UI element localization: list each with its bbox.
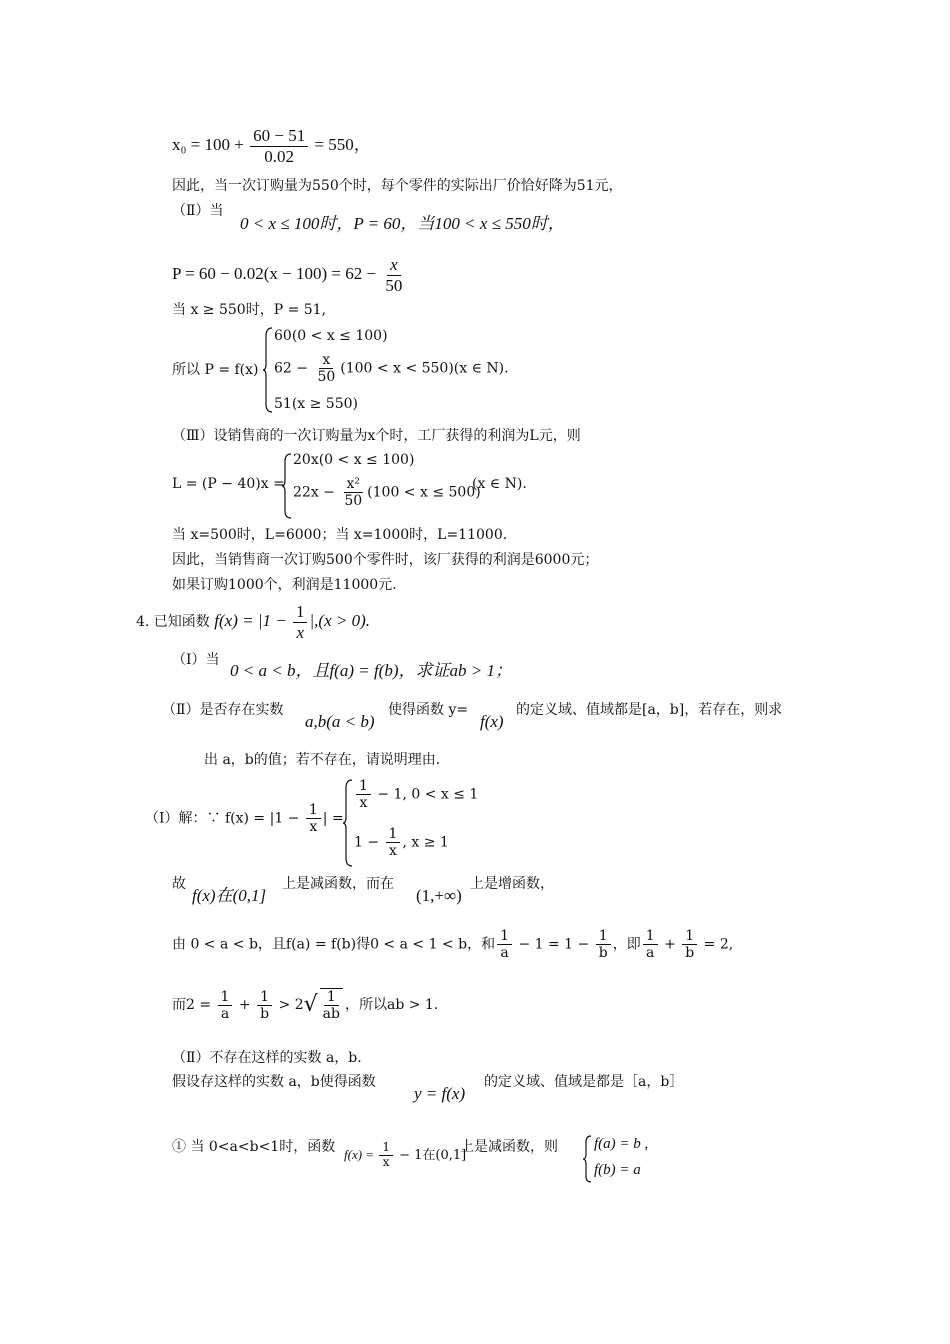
case-1-fraction [379,1141,393,1170]
left-brace-icon [342,778,354,868]
case-1-prefix: ① 当 0<a<b<1时，函数 [172,1139,336,1155]
question-number: 4. 已知函数 [136,614,215,631]
solution-i-lhs [145,802,344,835]
fraction-numerator: 1 [306,802,321,819]
fraction-denominator: x [389,843,397,860]
text-line: （Ⅲ）设销售商的一次订购量为x个时，工厂获得的利润为L元，则 [172,428,581,444]
fraction-numerator: 1 [356,778,371,795]
eq-x0-lhs: x₀ = 100 + [172,134,249,154]
text-line: 当 x ≥ 550时，P = 51, [172,302,327,318]
case-1-mid: 上是减函数，则 [460,1139,558,1155]
fraction [596,928,611,961]
piecewise-p-case-1: 60(0 < x ≤ 100) [274,328,388,344]
fraction-denominator: 50 [385,275,403,295]
fraction [643,928,658,961]
question-math-tail: |,(x > 0). [309,611,370,631]
fraction-denominator: x [382,1154,390,1169]
case-fraction [341,476,365,509]
plus-sign: + [659,936,681,953]
fraction-denominator: b [685,945,695,962]
fraction-numerator: 1 [324,989,339,1006]
fraction-denominator: x [309,819,318,836]
case-1-interval: − 1在(0,1] [394,1147,467,1163]
text-line: 因此，当一次订购量为550个时，每个零件的实际出厂价恰好降为51元， [172,178,623,194]
fraction-denominator: a [500,945,509,962]
question-fraction [293,602,308,642]
case-1-system-eq-2: f(b) = a [594,1162,641,1178]
case-1-function [344,1141,466,1170]
fraction-numerator: 1 [293,602,308,623]
eq-x0-fraction [250,126,308,166]
line-suffix: = 2, [699,936,734,953]
left-brace-icon [262,326,274,414]
fraction-denominator: x [296,622,304,642]
line-prefix: 由 0 < a < b，且f(a) = f(b)得0 < a < 1 < b，和 [172,936,496,953]
q4-part-ii-fx: f(x) [480,712,504,731]
fraction-numerator: 1 [257,989,272,1006]
q4-part-ii-suffix: 的定义域、值域都是[a，b]，若存在，则求 [516,702,783,718]
piecewise-l-domain: (x ∈ N). [472,476,527,492]
line-math: > 2 [274,997,304,1014]
case-prefix: 22x − [293,484,340,501]
left-brace-icon [281,452,293,520]
solution-line-4 [172,988,438,1022]
part-ii-condition [172,203,224,220]
solution-ii-heading: （Ⅱ）不存在这样的实数 a，b. [172,1050,362,1066]
piecewise-l-case-2 [293,476,481,509]
solution-case-2 [354,826,449,859]
solution-ii-assumption: 假设存这样的实数 a，b使得函数 [172,1074,376,1090]
q4-part-i-label: （Ⅰ）当 [172,652,220,668]
line-mid: − 1 = 1 − [514,936,594,953]
case-fraction [386,826,401,859]
solution-line-2-interval: (1,+∞) [416,886,462,905]
question-4 [136,602,370,642]
solution-label: （Ⅰ）解：∵ f(x) = |1 − [145,810,304,827]
fraction [257,989,272,1022]
line-mid: ，即 [612,936,641,953]
part-label: （Ⅱ）当 [172,203,224,219]
solution-equals: | = [322,810,344,827]
fraction-numerator: 1 [379,1141,393,1156]
case-prefix: 1 − [354,834,384,851]
solution-ii-assumption-suffix: 的定义域、值域是都是［a，b］ [484,1074,684,1090]
case-1-math: f(x) = [344,1146,378,1162]
sqrt-icon: √ [303,991,318,1017]
q4-part-ii-line2: 出 a，b的值；若不存在，请说明理由. [204,752,441,768]
fraction-numerator: 60 − 51 [250,126,308,147]
fraction-denominator: b [260,1005,270,1022]
fraction-numerator: 1 [386,826,401,843]
fraction-denominator: ab [322,1006,340,1023]
solution-line-2-math: f(x)在(0,1] [192,886,267,905]
case-prefix: 62 − [274,360,313,377]
solution-fraction [306,802,321,835]
q4-part-ii-mid: 使得函数 y= [388,702,469,718]
fraction-numerator: x [387,255,401,276]
q4-part-ii [162,702,284,719]
sqrt-fraction [320,988,343,1022]
plus-sign: + [234,997,256,1014]
solution-ii-function: y = f(x) [414,1084,466,1103]
question-math: f(x) = |1 − [214,611,291,631]
fraction [218,989,233,1022]
text-line: 当 x=500时，L=6000；当 x=1000时，L=11000. [172,527,508,543]
case-fraction [356,778,371,811]
fraction-denominator: 0.02 [264,146,295,166]
text-line: 因此，当销售商一次订购500个零件时，该厂获得的利润是6000元； [172,552,599,568]
fraction-numerator: 1 [643,928,658,945]
fraction-numerator: 1 [596,928,611,945]
solution-case-1 [354,778,478,811]
piecewise-p-label: 所以 P = f(x) [172,362,259,378]
fraction-denominator: 50 [344,493,363,510]
solution-line-3 [172,928,733,961]
left-brace-icon [582,1134,592,1184]
fraction-denominator: 50 [317,369,336,386]
fraction [497,928,512,961]
part-ii-math: 0 < x ≤ 100时，P = 60，当100 < x ≤ 550时， [240,214,565,233]
line-math: 2 = [186,997,216,1014]
case-1-system-eq-1: f(a) = b , [594,1136,649,1152]
fraction-denominator: b [598,945,608,962]
piecewise-l-case-1: 20x(0 < x ≤ 100) [293,452,415,468]
line-suffix: ，所以ab > 1. [344,997,439,1014]
case-suffix: (100 < x ≤ 500) [367,484,481,501]
q4-part-ii-prefix: （Ⅱ）是否存在实数 [162,702,284,718]
eq-x0-rhs: = 550， [310,134,371,154]
fraction-numerator: 1 [682,928,697,945]
fraction-denominator: a [645,945,655,962]
fraction-numerator: x² [344,476,364,493]
q4-part-i-math: 0 < a < b，且f(a) = f(b)，求证ab > 1； [230,661,512,680]
fraction-denominator: x [359,795,368,812]
eq-p-fraction [382,255,405,295]
q4-part-ii-vars: a,b(a < b) [305,712,375,731]
case-suffix: , x ≥ 1 [402,834,449,851]
solution-line-2-prefix: 故 [172,876,186,892]
text-line: 如果订购1000个，利润是11000元. [172,577,397,593]
case-suffix: − 1, 0 < x ≤ 1 [372,786,479,803]
fraction-denominator: a [220,1005,230,1022]
eq-p [172,255,407,295]
case-suffix: (100 < x < 550)(x ∈ N). [340,360,509,377]
fraction-numerator: x [319,352,333,369]
fraction [682,928,697,961]
solution-line-2-mid: 上是减函数，而在 [282,876,394,892]
piecewise-l-label: L = (P − 40)x = [172,476,285,492]
solution-line-2-suffix: 上是增函数， [470,876,554,892]
piecewise-p-case-3: 51(x ≥ 550) [274,396,358,412]
line-prefix: 而 [172,997,186,1014]
fraction-numerator: 1 [218,989,233,1006]
case-fraction [314,352,338,385]
eq-x0 [172,126,371,166]
piecewise-p-case-2 [274,352,509,385]
eq-p-lhs: P = 60 − 0.02(x − 100) = 62 − [172,263,381,283]
fraction-numerator: 1 [497,928,512,945]
